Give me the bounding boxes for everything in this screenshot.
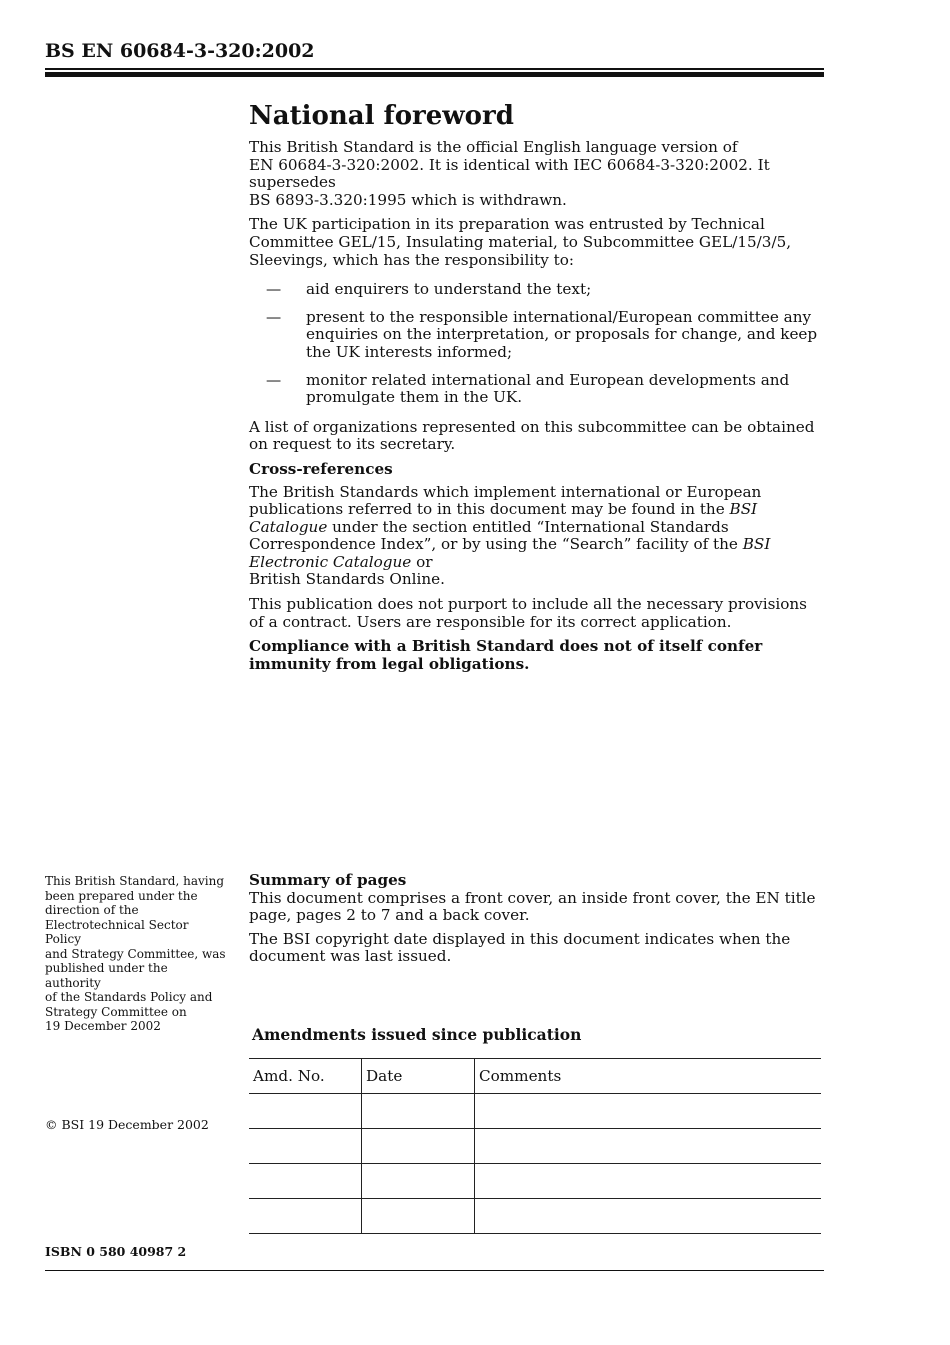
responsibility-list: [249, 281, 825, 407]
dash-marker: —: [266, 370, 282, 389]
summary-heading: Summary of pages: [249, 871, 407, 889]
amendments-title: Amendments issued since publication: [252, 1025, 582, 1044]
table-cell: [475, 1164, 822, 1199]
header-rule-thick: [45, 72, 824, 77]
list-item-text: monitor related international and European developments and promulgate them in the UK.: [306, 370, 790, 407]
footer-rule: [45, 1270, 824, 1271]
table-cell: [362, 1164, 475, 1199]
xref-text-1: The British Standards which implement international or European publications referred to in this document may be found in the: [249, 482, 762, 519]
list-item: [249, 281, 825, 299]
note-line: This British Standard, having: [45, 874, 225, 888]
list-item: [249, 309, 825, 362]
table-cell: [249, 1199, 362, 1234]
cross-references-paragraph: [249, 484, 825, 590]
table-cell: [475, 1199, 822, 1234]
note-line: Electrotechnical Sector Policy: [45, 917, 189, 946]
table-cell: [362, 1129, 475, 1164]
note-line: of the Standards Policy and: [45, 990, 213, 1004]
note-line: direction of the: [45, 903, 139, 917]
list-item-text: aid enquirers to understand the text;: [306, 280, 592, 299]
intro-line-2: EN 60684-3-320:2002. It is identical with IEC 60684-3-320:2002. It supersedes: [249, 155, 770, 192]
note-line: 19 December 2002: [45, 1019, 161, 1033]
intro-line-1: This British Standard is the official English language version of: [249, 138, 738, 156]
publication-note: [45, 874, 227, 1034]
note-line: been prepared under the: [45, 888, 198, 903]
list-item-text: present to the responsible international/European committee any enquiries on the interpretation, or proposals for change, and keep the UK interests informed;: [306, 307, 818, 361]
bsi-electronic-catalogue-title: BSI Electronic Catalogue: [249, 535, 771, 571]
note-line: and Strategy Committee, was: [45, 946, 226, 961]
header-rule-thin: [45, 68, 824, 70]
column-header-amd-no: Amd. No.: [249, 1059, 362, 1094]
note-line: published under the authority: [45, 961, 168, 990]
document-id: BS EN 60684-3-320:2002: [45, 40, 315, 62]
dash-marker: —: [266, 280, 282, 299]
isbn: ISBN 0 580 40987 2: [45, 1244, 187, 1259]
organizations-paragraph: A list of organizations represented on this subcommittee can be obtained on request to its secretary.: [249, 417, 815, 454]
national-foreword: [249, 100, 825, 680]
column-header-date: Date: [362, 1059, 475, 1094]
table-cell: [362, 1094, 475, 1129]
dash-marker: —: [266, 307, 282, 326]
copyright-date-paragraph: The BSI copyright date displayed in this document indicates when the document was last issued.: [249, 929, 791, 966]
page-title: National foreword: [249, 101, 514, 131]
table-cell: [362, 1199, 475, 1234]
table-cell: [249, 1129, 362, 1164]
intro-line-3: BS 6893-3.320:1995 which is withdrawn.: [249, 190, 567, 209]
xref-text-2: under the section entitled “International Standards Correspondence Index”, or by using the “Search” facility of the: [249, 517, 743, 554]
table-row: [249, 1164, 821, 1199]
column-header-comments: Comments: [475, 1059, 822, 1094]
table-header-row: [249, 1059, 821, 1094]
table-cell: [249, 1094, 362, 1129]
table-cell: [475, 1094, 822, 1129]
participation-paragraph: The UK participation in its preparation was entrusted by Technical Committee GEL/15, Insulating material, to Subcommittee GEL/15/3/5, Sleevings, which has the responsibility to:: [249, 215, 792, 269]
summary-of-pages: [249, 872, 829, 972]
xref-text-4: British Standards Online.: [249, 570, 445, 589]
table-row: [249, 1094, 821, 1129]
table-cell: [249, 1164, 362, 1199]
list-item: [249, 372, 825, 407]
summary-paragraph: This document comprises a front cover, an inside front cover, the EN title page, pages 2 to 7 and a back cover.: [249, 888, 816, 925]
amendments-table: [249, 1058, 821, 1234]
xref-text-3: or: [411, 552, 433, 571]
bsi-catalogue-title: BSI Catalogue: [249, 500, 758, 536]
cross-references-heading: Cross-references: [249, 459, 393, 478]
provisions-paragraph: This publication does not purport to include all the necessary provisions of a contract. Users are responsible for its correct application.: [249, 595, 807, 631]
note-line: Strategy Committee on: [45, 1004, 187, 1019]
table-cell: [475, 1129, 822, 1164]
intro-paragraph: [249, 139, 825, 209]
table-row: [249, 1199, 821, 1234]
compliance-statement: Compliance with a British Standard does not of itself confer immunity from legal obligations.: [249, 637, 763, 673]
copyright-notice: © BSI 19 December 2002: [45, 1117, 209, 1132]
table-row: [249, 1129, 821, 1164]
